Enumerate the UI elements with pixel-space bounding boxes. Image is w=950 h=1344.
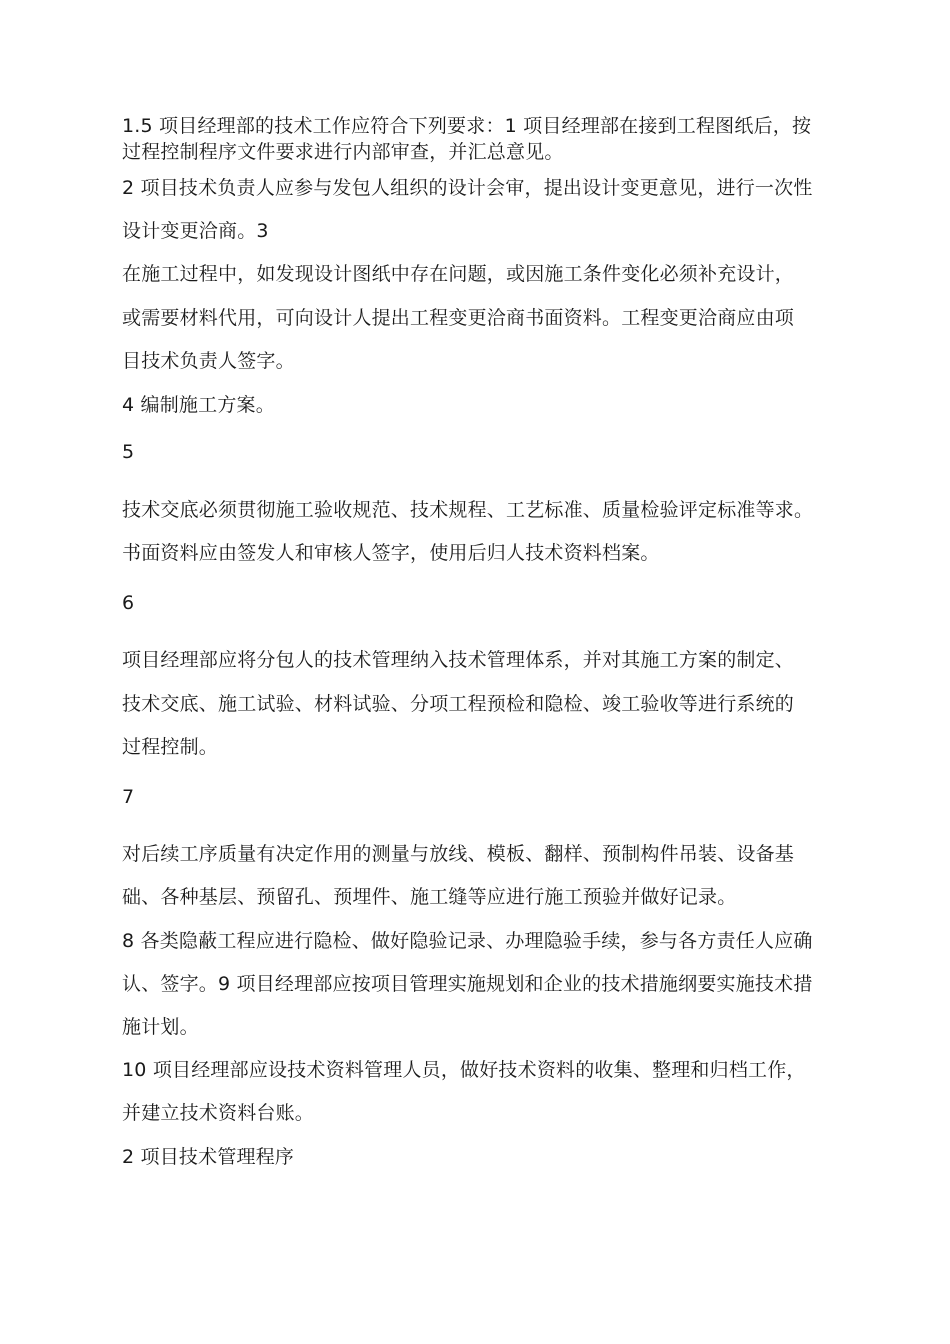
text-line: 书面资料应由签发人和审核人签字，使用后归人技术资料档案。 xyxy=(122,542,660,564)
text-line: 过程控制。 xyxy=(122,736,219,758)
text-line: 7 xyxy=(122,786,135,808)
text-line: 10 项目经理部应设技术资料管理人员，做好技术资料的收集、整理和归档工作， xyxy=(122,1059,806,1081)
text-line: 础、各种基层、预留孔、预埋件、施工缝等应进行施工预验并做好记录。 xyxy=(122,886,737,908)
text-line: 或需要材料代用，可向设计人提出工程变更洽商书面资料。工程变更洽商应由项 xyxy=(122,307,795,329)
text-line: 设计变更洽商。3 xyxy=(122,220,269,242)
text-line: 技术交底、施工试验、材料试验、分项工程预检和隐检、竣工验收等进行系统的 xyxy=(122,693,795,715)
text-line: 目技术负责人签字。 xyxy=(122,350,295,372)
text-line: 6 xyxy=(122,592,135,614)
text-line: 认、签字。9 项目经理部应按项目管理实施规划和企业的技术措施纲要实施技术措 xyxy=(122,973,813,995)
text-line: 4 编制施工方案。 xyxy=(122,394,275,416)
text-line: 1.5 项目经理部的技术工作应符合下列要求：1 项目经理部在接到工程图纸后，按 xyxy=(122,115,812,137)
text-line: 项目经理部应将分包人的技术管理纳入技术管理体系，并对其施工方案的制定、 xyxy=(122,649,795,671)
text-line: 在施工过程中，如发现设计图纸中存在问题，或因施工条件变化必须补充设计， xyxy=(122,263,795,285)
text-line: 施计划。 xyxy=(122,1016,199,1038)
text-line: 2 项目技术负责人应参与发包人组织的设计会审，提出设计变更意见，进行一次性 xyxy=(122,177,813,199)
section-heading: 2 项目技术管理程序 xyxy=(122,1146,295,1168)
text-line: 对后续工序质量有决定作用的测量与放线、模板、翻样、预制构件吊装、设备基 xyxy=(122,843,795,865)
text-line: 5 xyxy=(122,441,135,463)
text-line: 技术交底必须贯彻施工验收规范、技术规程、工艺标准、质量检验评定标准等求。 xyxy=(122,499,814,521)
text-line: 并建立技术资料台账。 xyxy=(122,1102,315,1124)
text-line: 过程控制程序文件要求进行内部审查，并汇总意见。 xyxy=(122,141,564,163)
text-line: 8 各类隐蔽工程应进行隐检、做好隐验记录、办理隐验手续，参与各方责任人应确 xyxy=(122,930,813,952)
